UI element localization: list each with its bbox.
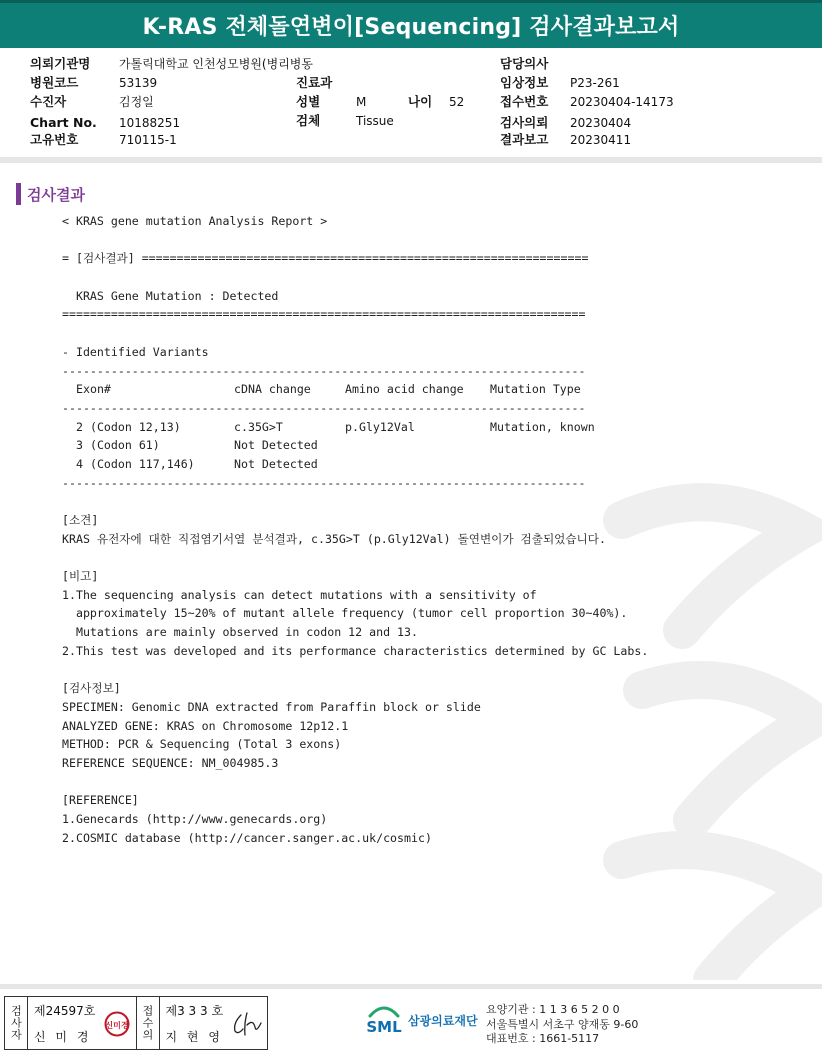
remark-line: Mutations are mainly observed in codon 12 and 13. bbox=[62, 625, 418, 640]
patient-value: 김정일 bbox=[119, 95, 154, 109]
report-date-label: 결과보고 bbox=[500, 132, 549, 147]
hospital-code-label: 병원코드 bbox=[30, 75, 79, 90]
remark-line: 2.This test was developed and its performance characteristics determined by GC Labs. bbox=[62, 643, 649, 658]
patient-info bbox=[0, 48, 822, 160]
cell-mutation-type: Mutation, known bbox=[490, 419, 595, 434]
cell-exon: 4 (Codon 117,146) bbox=[76, 456, 195, 471]
header-divider bbox=[0, 157, 822, 163]
institution-label: 의뢰기관명 bbox=[30, 56, 91, 71]
signature-icon bbox=[229, 1009, 265, 1039]
doctor-label: 담당의사 bbox=[500, 56, 549, 71]
section-title-text: 검사결과 bbox=[27, 185, 85, 204]
specimen-value: Tissue bbox=[356, 114, 394, 128]
unique-value: 710115-1 bbox=[119, 133, 177, 147]
sml-logo-icon bbox=[364, 1002, 404, 1038]
mutation-status: KRAS Gene Mutation : Detected bbox=[62, 288, 279, 303]
seal-stamp-icon bbox=[104, 1011, 130, 1037]
reference-heading: [REFERENCE] bbox=[62, 793, 139, 808]
tester-name: 신 미 경 bbox=[34, 1029, 92, 1044]
col-exon: Exon# bbox=[76, 382, 111, 397]
result-header: = [검사결과] ================================================================ bbox=[62, 251, 589, 266]
cell-cdna: Not Detected bbox=[234, 438, 318, 453]
tester-license: 제24597호 bbox=[34, 1003, 96, 1018]
org-address-block bbox=[486, 1003, 638, 1047]
org-name: 삼광의료재단 bbox=[408, 1013, 478, 1028]
report-header bbox=[0, 0, 822, 48]
findings-text: KRAS 유전자에 대한 직접염기서열 분석결과, c.35G>T (p.Gly12Val) 돌연변이가 검출되었습니다. bbox=[62, 531, 606, 546]
specimen-label: 검체 bbox=[296, 113, 321, 128]
org-code: 요양기관 : 1 1 3 6 5 2 0 0 bbox=[486, 1003, 620, 1016]
request-label: 검사의뢰 bbox=[500, 115, 549, 130]
cell-exon: 2 (Codon 12,13) bbox=[76, 419, 181, 434]
sex-value: M bbox=[356, 95, 367, 109]
institution-value: 가톨릭대학교 인천성모병원(병리병동 bbox=[119, 57, 313, 71]
receipt-value: 20230404-14173 bbox=[570, 95, 674, 109]
reference-line: 2.COSMIC database (http://cancer.sanger.ac.uk/cosmic) bbox=[62, 830, 432, 845]
test-info-line: ANALYZED GENE: KRAS on Chromosome 12p12.1 bbox=[62, 718, 349, 733]
cell-amino bbox=[345, 455, 490, 474]
org-logo bbox=[364, 1002, 478, 1038]
sex-label: 성별 bbox=[296, 94, 321, 109]
rule-mid: --------------------------------------------------------------------------- bbox=[62, 400, 586, 415]
cell-exon: 3 (Codon 61) bbox=[76, 438, 160, 453]
variants-header-row bbox=[62, 380, 762, 399]
remarks-heading: [비고] bbox=[62, 569, 99, 584]
dept-label: 진료과 bbox=[296, 75, 333, 90]
cell-amino bbox=[345, 436, 490, 455]
table-row bbox=[62, 418, 762, 437]
rule-bottom: --------------------------------------------------------------------------- bbox=[62, 475, 586, 490]
col-cdna: cDNA change bbox=[234, 382, 311, 397]
table-row bbox=[62, 455, 762, 474]
chart-value: 10188251 bbox=[119, 116, 181, 130]
org-phone: 대표번호 : 1661-5117 bbox=[486, 1032, 600, 1045]
rule-top: --------------------------------------------------------------------------- bbox=[62, 363, 586, 378]
receiver-license: 제3 3 3 호 bbox=[165, 1003, 224, 1018]
clinical-value: P23-261 bbox=[570, 76, 620, 90]
signature-box bbox=[4, 996, 268, 1050]
test-info-line: METHOD: PCR & Sequencing (Total 3 exons) bbox=[62, 737, 342, 752]
section-title bbox=[16, 182, 85, 206]
footer-divider bbox=[0, 984, 822, 989]
receiver-slot bbox=[160, 997, 268, 1049]
tester-label: 검사자 bbox=[5, 997, 28, 1049]
age-value: 52 bbox=[449, 95, 465, 109]
col-amino: Amino acid change bbox=[345, 382, 464, 397]
remark-line: approximately 15~20% of mutant allele frequency (tumor cell proportion 30~40%). bbox=[62, 606, 628, 621]
section-accent-bar bbox=[16, 183, 21, 205]
test-info-line: REFERENCE SEQUENCE: NM_004985.3 bbox=[62, 755, 279, 770]
report-heading: < KRAS gene mutation Analysis Report > bbox=[62, 214, 328, 228]
request-value: 20230404 bbox=[570, 116, 632, 130]
tester-slot bbox=[28, 997, 136, 1049]
col-mutation-type: Mutation Type bbox=[490, 382, 581, 397]
clinical-label: 임상정보 bbox=[500, 75, 549, 90]
cell-cdna: c.35G>T bbox=[234, 419, 283, 434]
remark-line: 1.The sequencing analysis can detect mutations with a sensitivity of bbox=[62, 587, 537, 602]
cell-cdna: Not Detected bbox=[234, 456, 318, 471]
chart-label: Chart No. bbox=[30, 115, 97, 130]
receiver-label: 접수의 bbox=[136, 997, 160, 1049]
report-title: K-RAS 전체돌연변이[Sequencing] 검사결과보고서 bbox=[142, 15, 680, 40]
double-rule: =========================================================================== bbox=[62, 307, 586, 322]
test-info-line: SPECIMEN: Genomic DNA extracted from Paraffin block or slide bbox=[62, 699, 481, 714]
receipt-label: 접수번호 bbox=[500, 94, 549, 109]
findings-heading: [소견] bbox=[62, 513, 99, 527]
reference-line: 1.Genecards (http://www.genecards.org) bbox=[62, 812, 328, 826]
org-address: 서울특별시 서초구 양재동 9-60 bbox=[486, 1017, 639, 1031]
svg-text:신미경: 신미경 bbox=[104, 1021, 129, 1030]
svg-text:SML: SML bbox=[366, 1018, 402, 1036]
patient-label: 수진자 bbox=[30, 94, 67, 109]
age-label: 나이 bbox=[408, 94, 433, 109]
unique-label: 고유번호 bbox=[30, 132, 79, 147]
report-body bbox=[62, 212, 762, 847]
test-info-heading: [검사정보] bbox=[62, 681, 121, 696]
table-row bbox=[62, 436, 762, 455]
receiver-name: 지 현 영 bbox=[165, 1029, 223, 1044]
report-date-value: 20230411 bbox=[570, 133, 632, 147]
hospital-code-value: 53139 bbox=[119, 76, 158, 90]
variants-heading: - Identified Variants bbox=[62, 344, 209, 359]
cell-amino: p.Gly12Val bbox=[345, 419, 415, 434]
